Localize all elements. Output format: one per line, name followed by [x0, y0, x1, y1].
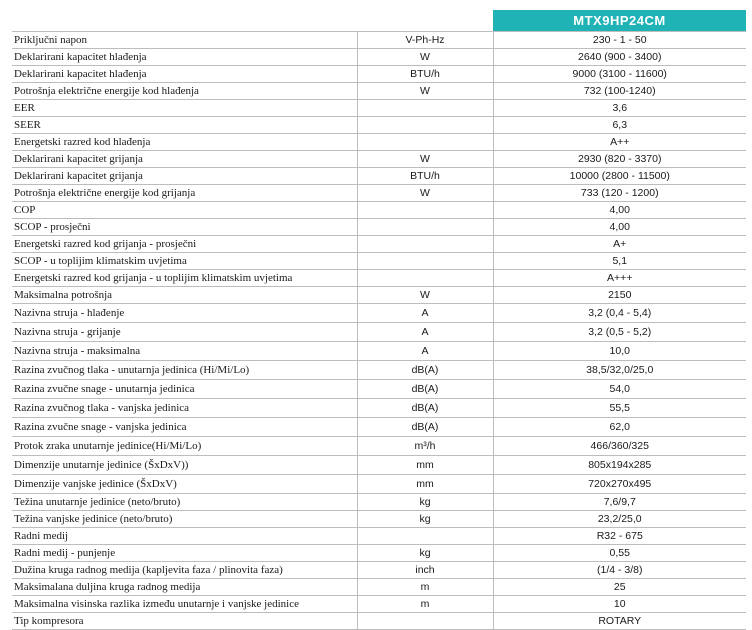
param-label: Deklarirani kapacitet grijanja [12, 168, 357, 185]
spec-row [12, 32, 746, 49]
param-label: Energetski razred kod grijanja - u toplijim klimatskim uvjetima [12, 270, 357, 287]
unit-cell: W [357, 49, 493, 66]
header-blank-param [12, 10, 357, 32]
spec-row [12, 418, 746, 437]
param-label: Energetski razred kod grijanja - prosječni [12, 236, 357, 253]
unit-cell: m³/h [357, 437, 493, 456]
unit-cell: BTU/h [357, 168, 493, 185]
value-cell: 2150 [493, 287, 746, 304]
unit-cell: mm [357, 475, 493, 494]
param-label: Deklarirani kapacitet grijanja [12, 151, 357, 168]
value-cell: 62,0 [493, 418, 746, 437]
unit-cell: W [357, 83, 493, 100]
unit-cell: mm [357, 456, 493, 475]
unit-cell [357, 613, 493, 630]
param-label: Energetski razred kod hlađenja [12, 134, 357, 151]
spec-table [12, 10, 746, 630]
param-label: Težina unutarnje jedinice (neto/bruto) [12, 494, 357, 511]
spec-row [12, 236, 746, 253]
value-cell: 4,00 [493, 219, 746, 236]
param-label: Razina zvučne snage - vanjska jedinica [12, 418, 357, 437]
unit-cell: kg [357, 494, 493, 511]
value-cell: A+++ [493, 270, 746, 287]
param-label: Potrošnja električne energije kod hlađenja [12, 83, 357, 100]
spec-row [12, 83, 746, 100]
spec-row [12, 562, 746, 579]
unit-cell: inch [357, 562, 493, 579]
unit-cell: A [357, 323, 493, 342]
value-cell: 733 (120 - 1200) [493, 185, 746, 202]
spec-row [12, 528, 746, 545]
value-cell: 6,3 [493, 117, 746, 134]
unit-cell: W [357, 287, 493, 304]
value-cell: (1/4 - 3/8) [493, 562, 746, 579]
spec-row [12, 323, 746, 342]
value-cell: 732 (100-1240) [493, 83, 746, 100]
spec-row [12, 219, 746, 236]
unit-cell: W [357, 151, 493, 168]
value-cell: 230 - 1 - 50 [493, 32, 746, 49]
param-label: Deklarirani kapacitet hlađenja [12, 66, 357, 83]
param-label: Maksimalna potrošnja [12, 287, 357, 304]
param-label: SCOP - prosječni [12, 219, 357, 236]
spec-row [12, 380, 746, 399]
unit-cell: V-Ph-Hz [357, 32, 493, 49]
unit-cell: kg [357, 511, 493, 528]
spec-row [12, 361, 746, 380]
unit-cell [357, 202, 493, 219]
value-cell: ROTARY [493, 613, 746, 630]
spec-row [12, 253, 746, 270]
value-cell: R32 - 675 [493, 528, 746, 545]
unit-cell [357, 219, 493, 236]
value-cell: 7,6/9,7 [493, 494, 746, 511]
value-cell: 720x270x495 [493, 475, 746, 494]
value-cell: 3,6 [493, 100, 746, 117]
spec-row [12, 613, 746, 630]
value-cell: A++ [493, 134, 746, 151]
value-cell: 3,2 (0,5 - 5,2) [493, 323, 746, 342]
param-label: Nazivna struja - maksimalna [12, 342, 357, 361]
param-label: Nazivna struja - grijanje [12, 323, 357, 342]
param-label: Priključni napon [12, 32, 357, 49]
param-label: Nazivna struja - hlađenje [12, 304, 357, 323]
param-label: SEER [12, 117, 357, 134]
unit-cell: dB(A) [357, 399, 493, 418]
param-label: Razina zvučne snage - unutarnja jedinica [12, 380, 357, 399]
spec-row [12, 66, 746, 83]
param-label: COP [12, 202, 357, 219]
value-cell: 23,2/25,0 [493, 511, 746, 528]
unit-cell: kg [357, 545, 493, 562]
param-label: Potrošnja električne energije kod grijanja [12, 185, 357, 202]
spec-row [12, 117, 746, 134]
param-label: Dimenzije unutarnje jedinice (ŠxDxV)) [12, 456, 357, 475]
value-cell: 9000 (3100 - 11600) [493, 66, 746, 83]
spec-row [12, 100, 746, 117]
spec-row [12, 596, 746, 613]
unit-cell: A [357, 342, 493, 361]
unit-cell: BTU/h [357, 66, 493, 83]
spec-table-body [12, 32, 746, 630]
value-cell: 805x194x285 [493, 456, 746, 475]
param-label: SCOP - u toplijim klimatskim uvjetima [12, 253, 357, 270]
spec-row [12, 579, 746, 596]
unit-cell: dB(A) [357, 418, 493, 437]
spec-row [12, 494, 746, 511]
param-label: Dužina kruga radnog medija (kapljevita faza / plinovita faza) [12, 562, 357, 579]
header-row [12, 10, 746, 32]
param-label: Razina zvučnog tlaka - unutarnja jedinica (Hi/Mi/Lo) [12, 361, 357, 380]
param-label: Razina zvučnog tlaka - vanjska jedinica [12, 399, 357, 418]
spec-row [12, 456, 746, 475]
spec-row [12, 151, 746, 168]
value-cell: 10 [493, 596, 746, 613]
unit-cell [357, 270, 493, 287]
value-cell: 2640 (900 - 3400) [493, 49, 746, 66]
value-cell: 10000 (2800 - 11500) [493, 168, 746, 185]
spec-row [12, 304, 746, 323]
model-name-header: MTX9HP24CM [493, 10, 746, 32]
unit-cell: A [357, 304, 493, 323]
unit-cell: m [357, 579, 493, 596]
spec-row [12, 399, 746, 418]
spec-row [12, 287, 746, 304]
unit-cell: m [357, 596, 493, 613]
param-label: Maksimalana duljina kruga radnog medija [12, 579, 357, 596]
unit-cell: dB(A) [357, 380, 493, 399]
spec-row [12, 185, 746, 202]
param-label: Tip kompresora [12, 613, 357, 630]
value-cell: 466/360/325 [493, 437, 746, 456]
value-cell: 2930 (820 - 3370) [493, 151, 746, 168]
unit-cell [357, 134, 493, 151]
param-label: Težina vanjske jedinice (neto/bruto) [12, 511, 357, 528]
spec-row [12, 134, 746, 151]
spec-row [12, 545, 746, 562]
unit-cell [357, 100, 493, 117]
spec-row [12, 49, 746, 66]
spec-row [12, 202, 746, 219]
unit-cell [357, 236, 493, 253]
param-label: EER [12, 100, 357, 117]
value-cell: A+ [493, 236, 746, 253]
value-cell: 5,1 [493, 253, 746, 270]
value-cell: 10,0 [493, 342, 746, 361]
param-label: Radni medij [12, 528, 357, 545]
spec-row [12, 168, 746, 185]
value-cell: 55,5 [493, 399, 746, 418]
param-label: Maksimalna visinska razlika između unutarnje i vanjske jedinice [12, 596, 357, 613]
param-label: Deklarirani kapacitet hlađenja [12, 49, 357, 66]
param-label: Radni medij - punjenje [12, 545, 357, 562]
spec-row [12, 270, 746, 287]
value-cell: 25 [493, 579, 746, 596]
unit-cell [357, 253, 493, 270]
value-cell: 4,00 [493, 202, 746, 219]
unit-cell: dB(A) [357, 361, 493, 380]
value-cell: 38,5/32,0/25,0 [493, 361, 746, 380]
value-cell: 3,2 (0,4 - 5,4) [493, 304, 746, 323]
param-label: Protok zraka unutarnje jedinice(Hi/Mi/Lo) [12, 437, 357, 456]
value-cell: 0,55 [493, 545, 746, 562]
spec-row [12, 342, 746, 361]
value-cell: 54,0 [493, 380, 746, 399]
unit-cell [357, 117, 493, 134]
param-label: Dimenzije vanjske jedinice (ŠxDxV) [12, 475, 357, 494]
header-blank-unit [357, 10, 493, 32]
unit-cell [357, 528, 493, 545]
spec-row [12, 475, 746, 494]
spec-row [12, 511, 746, 528]
spec-row [12, 437, 746, 456]
unit-cell: W [357, 185, 493, 202]
